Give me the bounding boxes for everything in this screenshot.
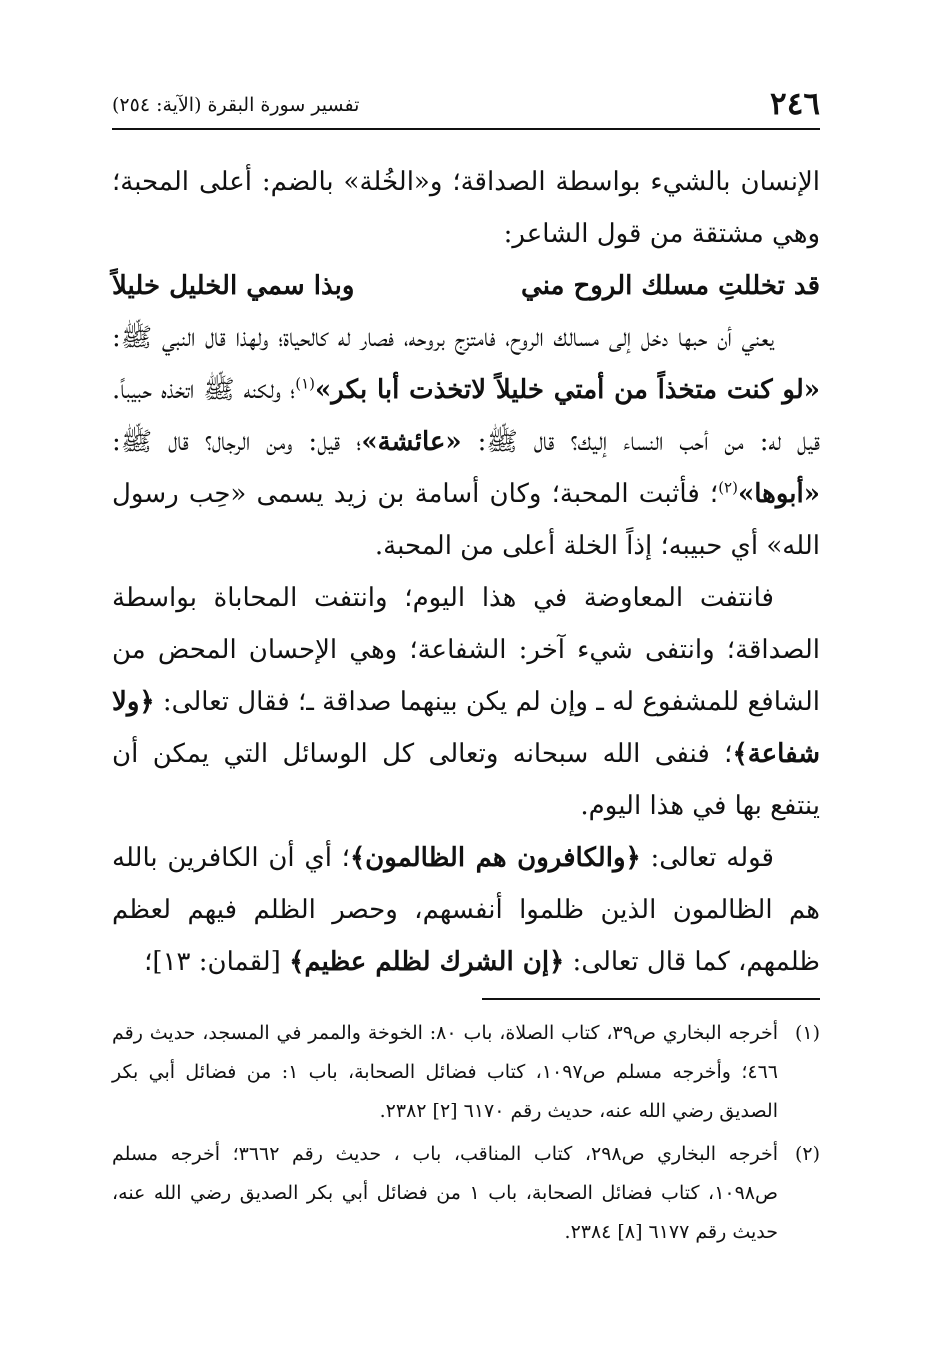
quran-reference: [لقمان: ١٣]؛: [144, 947, 290, 977]
paragraph-3: [112, 572, 820, 832]
page-header: [112, 84, 820, 130]
quran-quote-shirk: ﴿إن الشرك لظلم عظيم﴾: [289, 947, 565, 977]
verse-first-hemistich: قد تخللتِ مسلك الروح مني: [521, 271, 820, 301]
footnote-text: أخرجه البخاري ص٢٩٨، كتاب المناقب، باب ، حديث رقم ٣٦٦٢؛ أخرجه مسلم ص١٠٩٨، كتاب فضائل الصحابة، باب ١ من فضائل أبي بكر الصديق رضي الله عنه، حديث رقم ٦١٧٧ [٨] ٢٣٨٤.: [112, 1143, 779, 1243]
quran-quote-la-shafaa: ﴿ولا شفاعة﴾: [112, 687, 820, 769]
hadith-quote-abu-bakr: «لو كنت متخذاً من أمتي خليلاً لاتخذت أبا بكر»: [314, 375, 820, 405]
footnotes: [112, 1014, 820, 1256]
verse-second-hemistich: وبذا سمي الخليل خليلاً: [112, 271, 355, 301]
footnote-ref-2: (٢): [718, 478, 738, 497]
paragraph-2-text-e: ؛ قيل: ومن الرجال؟ قال ﷺ:: [112, 427, 362, 457]
paragraph-4-text-c: ؛ أي أن الكافرين بالله هم الظالمون الذين ظلموا أنفسهم، وحصر الظلم فيهم لعظم ظلمهم، كما قال تعالى:: [112, 843, 820, 977]
page-number: ٢٤٦: [770, 86, 820, 122]
paragraph-4-text-a: قوله تعالى:: [640, 843, 774, 873]
running-title: تفسير سورة البقرة (الآية: ٢٥٤): [112, 94, 360, 116]
paragraph-2: [112, 312, 820, 572]
footnote-ref-1: (١): [295, 374, 315, 393]
paragraph-4: [112, 832, 820, 988]
footnote-divider: [482, 998, 820, 1000]
footnote-number: (١): [794, 1022, 820, 1044]
body-text: [112, 156, 820, 988]
paragraph-2-text-g: ؛ فأثبت المحبة؛ وكان أسامة بن زيد يسمى «حِب رسول الله» أي حبيبه؛ إذاً الخلة أعلى من المحبة.: [112, 479, 820, 561]
footnote-2: [112, 1135, 820, 1252]
hadith-quote-abuha: «أبوها»: [737, 479, 820, 509]
footnote-text: أخرجه البخاري ص٣٩، كتاب الصلاة، باب ٨٠: الخوخة والممر في المسجد، حديث رقم ٤٦٦؛ وأخرجه مسلم ص١٠٩٧، كتاب فضائل الصحابة، باب ١: من فضائل أبي بكر الصديق رضي الله عنه، حديث رقم ٦١٧٠ [٢] ٢٣٨٢.: [112, 1022, 778, 1122]
poetry-verse: [112, 260, 820, 312]
quran-quote-kafirun: ﴿والكافرون هم الظالمون﴾: [349, 843, 641, 873]
paragraph-2-text-c: ؛ ولكنه ﷺ اتخذه حبيباً. قيل له: من أحب النساء إليك؟ قال ﷺ:: [112, 375, 820, 457]
footnote-1: [112, 1014, 820, 1131]
footnote-number: (٢): [794, 1143, 820, 1165]
paragraph-1: الإنسان بالشيء بواسطة الصداقة؛ و«الخُلة» بالضم: أعلى المحبة؛ وهي مشتقة من قول الشاعر:: [112, 167, 820, 249]
paragraph-2-text-a: يعني أن حبها دخل إلى مسالك الروح، فامتزج بروحه، فصار له كالحياة؛ ولهذا قال النبي ﷺ:: [112, 323, 774, 353]
paragraph-3-text-c: ؛ فنفى الله سبحانه وتعالى كل الوسائل التي يمكن أن ينتفع بها في هذا اليوم.: [112, 739, 820, 821]
paragraph-3-text-a: فانتفت المعاوضة في هذا اليوم؛ وانتفت المحاباة بواسطة الصداقة؛ وانتفى شيء آخر: الشفاعة؛ وهي الإحسان المحض من الشافع للمشفوع له ـ وإن لم يكن بينهما صداقة ـ؛ فقال تعالى:: [112, 583, 820, 717]
hadith-quote-aisha: «عائشة»: [361, 427, 462, 457]
